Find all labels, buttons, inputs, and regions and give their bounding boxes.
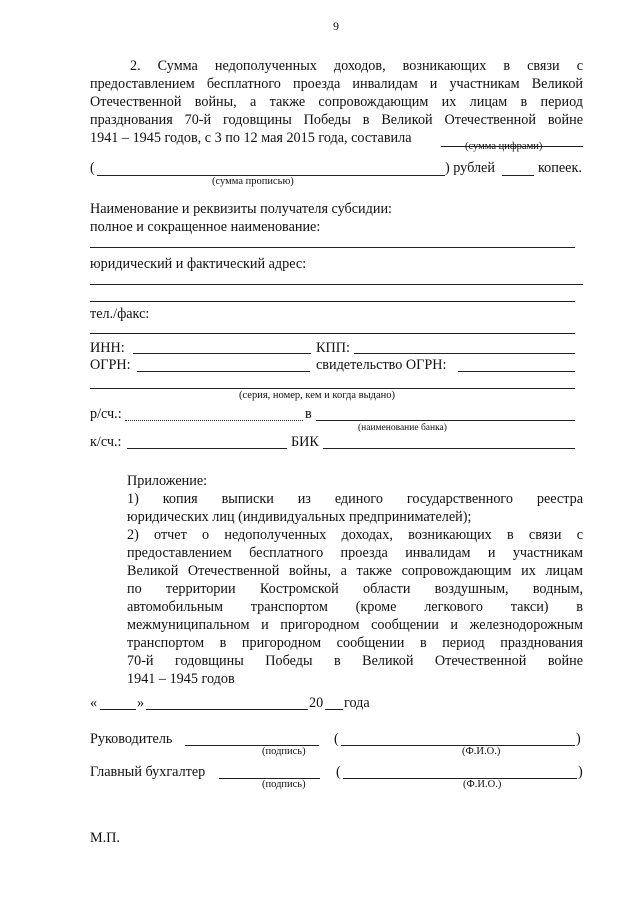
rubles-label: ) рублей xyxy=(445,160,495,176)
bik-label: БИК xyxy=(291,434,319,450)
bank-hint: (наименование банка) xyxy=(358,423,447,433)
accountant-sign-hint: (подпись) xyxy=(262,779,306,790)
appendix-item2-line-5: автомобильным транспортом (кроме легкового такси) в xyxy=(127,599,583,615)
head-fio-paren-open: ( xyxy=(334,731,339,747)
appendix-item2-line-7: транспортом в пригородном сообщении в период празднования xyxy=(127,635,583,651)
sum-words-hint: (сумма прописью) xyxy=(212,176,294,187)
date-month-field[interactable] xyxy=(146,709,308,710)
inn-label: ИНН: xyxy=(90,340,125,356)
kpp-field[interactable] xyxy=(354,353,575,354)
head-sign-hint: (подпись) xyxy=(262,746,306,757)
name-field[interactable] xyxy=(90,247,575,248)
head-fio-hint: (Ф.И.О.) xyxy=(462,746,501,757)
bank-name-field[interactable] xyxy=(316,420,575,421)
rs-field[interactable] xyxy=(125,420,303,421)
section2-line-3: Отечественной войны, а также сопровождающим их лицам в период xyxy=(90,94,583,110)
appendix-item2-line-6: межмуниципальном и пригородном сообщении и железнодорожным xyxy=(127,617,583,633)
date-year-field[interactable] xyxy=(325,709,343,710)
appendix-heading: Приложение: xyxy=(127,473,208,489)
accountant-fio-paren-close: ) xyxy=(578,764,583,780)
section2-line-4: празднования 70-й годовщины Победы в Великой Отечественной войне xyxy=(90,112,583,128)
section2-line-5: 1941 – 1945 годов, с 3 по 12 мая 2015 года, составила xyxy=(90,130,412,146)
rs-label: р/сч.: xyxy=(90,406,122,422)
ks-label: к/сч.: xyxy=(90,434,122,450)
ogrn-cert-label: свидетельство ОГРН: xyxy=(316,357,447,373)
section2-line-1: 2. Сумма недополученных доходов, возникающих в связи с xyxy=(130,58,583,74)
appendix-item2-line-1: 2) отчет о недополученных доходах, возникающих в связи с xyxy=(127,527,583,543)
bik-field[interactable] xyxy=(323,448,575,449)
date-open-quote: « xyxy=(90,695,98,711)
appendix-item1-line-1: 1) копия выписки из единого государственного реестра xyxy=(127,491,583,507)
head-fio-field[interactable] xyxy=(341,745,575,746)
phone-field[interactable] xyxy=(90,333,575,334)
bank-in-label: в xyxy=(305,406,312,422)
accountant-fio-hint: (Ф.И.О.) xyxy=(463,779,502,790)
appendix-item2-line-3: Великой Отечественной войны, а также сопровождающим их лицам xyxy=(127,563,583,579)
sum-digits-hint: (сумма цифрами) xyxy=(465,141,543,152)
appendix-item2-line-4: по территории Костромской области воздушным, водным, xyxy=(127,581,583,597)
accountant-fio-paren-open: ( xyxy=(336,764,341,780)
stamp-place: М.П. xyxy=(90,830,120,846)
appendix-item1-line-2: юридических лиц (индивидуальных предпринимателей); xyxy=(127,509,472,525)
accountant-label: Главный бухгалтер xyxy=(90,764,206,780)
recipient-heading: Наименование и реквизиты получателя субсидии: xyxy=(90,201,392,217)
ogrn-cert-field[interactable] xyxy=(458,371,575,372)
address-label: юридический и фактический адрес: xyxy=(90,256,307,272)
section2-line-2: предоставлением бесплатного проезда инвалидам и участникам Великой xyxy=(90,76,583,92)
inn-field[interactable] xyxy=(133,353,311,354)
appendix-item2-line-9: 1941 – 1945 годов xyxy=(127,671,235,687)
page-number: 9 xyxy=(333,19,339,33)
phone-label: тел./факс: xyxy=(90,306,150,322)
head-label: Руководитель xyxy=(90,731,173,747)
date-close-quote: » xyxy=(137,695,145,711)
kpp-label: КПП: xyxy=(316,340,350,356)
address-field-2[interactable] xyxy=(90,301,575,302)
name-label: полное и сокращенное наименование: xyxy=(90,219,321,235)
kopecks-label: копеек. xyxy=(538,160,582,176)
sum-words-paren-open: ( xyxy=(90,160,95,176)
cert-details-field[interactable] xyxy=(90,388,575,389)
date-day-field[interactable] xyxy=(100,709,136,710)
date-century: 20 xyxy=(309,695,324,711)
accountant-fio-field[interactable] xyxy=(343,778,577,779)
kopecks-field[interactable] xyxy=(502,175,534,176)
date-year-word: года xyxy=(344,695,370,711)
appendix-item2-line-8: 70-й годовщины Победы в Великой Отечественной войне xyxy=(127,653,583,669)
ogrn-field[interactable] xyxy=(137,371,310,372)
address-field-1[interactable] xyxy=(90,284,583,285)
cert-hint: (серия, номер, кем и когда выдано) xyxy=(239,390,395,401)
ks-field[interactable] xyxy=(127,448,287,449)
ogrn-label: ОГРН: xyxy=(90,357,131,373)
appendix-item2-line-2: предоставлением бесплатного проезда инвалидам и участникам xyxy=(127,545,583,561)
head-fio-paren-close: ) xyxy=(576,731,581,747)
